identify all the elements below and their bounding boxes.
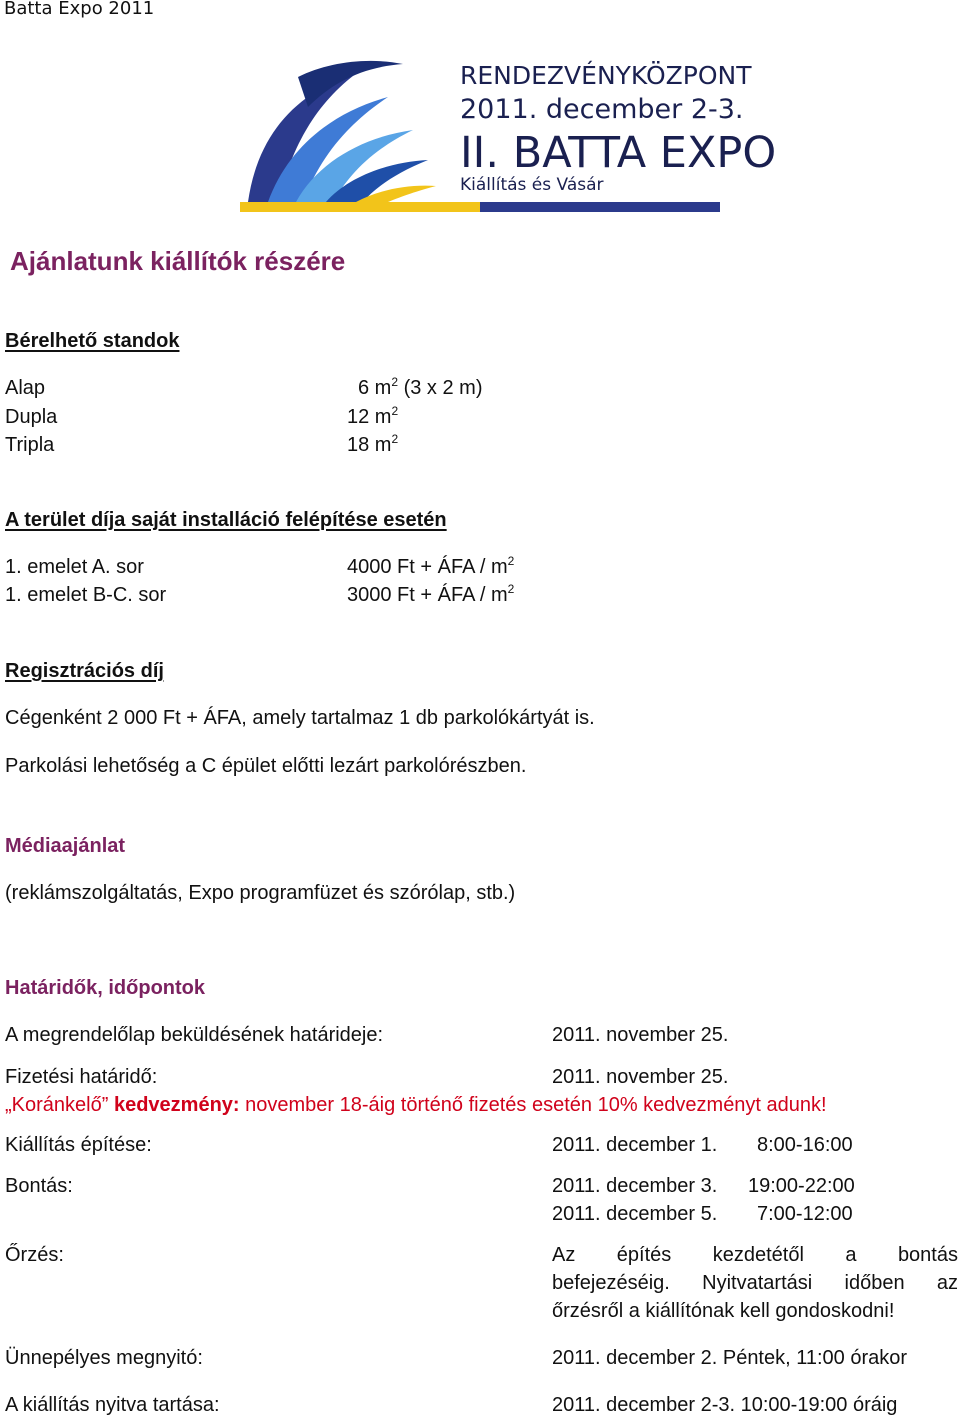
orzes-line-1: Az építés kezdetétől a bontás [552,1244,958,1266]
standok-alap-value: 6 $m^2$ (3 x 2 m) [358,375,483,399]
media-text: (reklámszolgáltatás, Expo programfüzet és szórólap, stb.) [5,882,516,904]
standok-tripla-value: 18 $m^2$ [347,432,399,456]
kedvezmeny-note: „Koránkelő” kedvezmény: november 18-áig történő fizetés esetén 10% kedvezményt adunk! [5,1094,827,1116]
epites-date: 2011. december 1. [552,1134,718,1156]
media-heading: Médiaajánlat [5,835,126,857]
epites-time: 8:00-16:00 [757,1134,853,1156]
megnyito-value: 2011. december 2. Péntek, 11:00 órakor [552,1347,908,1369]
batta-expo-logo [238,52,777,214]
logo-swirl-graphic [248,61,436,202]
bontas-label: Bontás: [5,1175,73,1197]
logo-line-4: Kiállítás és Vásár [460,175,604,195]
regisztracio-heading: Regisztrációs díj [5,660,164,682]
standok-tripla-label: Tripla [5,434,55,456]
terulet-bc-value: 3000 Ft + ÁFA / $m^2$ [347,582,515,606]
megrendelo-label: A megrendelőlap beküldésének határideje: [5,1024,384,1046]
nyitva-value: 2011. december 2-3. 10:00-19:00 óráig [552,1394,898,1416]
terulet-a-value: 4000 Ft + ÁFA / $m^2$ [347,554,515,578]
nyitva-label: A kiállítás nyitva tartása: [5,1394,220,1416]
bontas-time-2: 7:00-12:00 [757,1203,853,1225]
bontas-date-2: 2011. december 5. [552,1203,718,1225]
page-header-title: Batta Expo 2011 [4,0,155,19]
logo-line-2: 2011. december 2-3. [460,94,744,125]
standok-dupla-value: 12 $m^2$ [347,404,399,428]
terulet-heading: A terület díja saját installáció felépítése esetén [5,509,447,531]
page-title: Ajánlatunk kiállítók részére [10,246,346,276]
terulet-a-label: 1. emelet A. sor [5,556,144,578]
regisztracio-line-1: Cégenként 2 000 Ft + ÁFA, amely tartalmaz 1 db parkolókártyát is. [5,707,595,729]
terulet-bc-label: 1. emelet B-C. sor [5,584,167,606]
logo-line-3: II. BATTA EXPO [460,128,777,178]
standok-dupla-label: Dupla [5,406,58,428]
hataridok-heading: Határidők, időpontok [5,977,205,999]
logo-line-1: RENDEZVÉNYKÖZPONT [460,61,752,90]
logo-bar-blue [480,202,720,212]
logo-bar-yellow [240,202,480,212]
standok-alap-label: Alap [5,377,46,399]
fizetes-label: Fizetési határidő: [5,1066,158,1088]
orzes-label: Őrzés: [5,1244,64,1266]
epites-label: Kiállítás építése: [5,1134,152,1156]
bontas-time-1: 19:00-22:00 [748,1175,855,1197]
bontas-date-1: 2011. december 3. [552,1175,718,1197]
standok-heading: Bérelhető standok [5,330,180,352]
megnyito-label: Ünnepélyes megnyitó: [5,1347,203,1369]
orzes-line-3: őrzésről a kiállítónak kell gondoskodni! [552,1300,895,1322]
orzes-line-2: befejezéséig. Nyitvatartási időben az [552,1272,958,1294]
fizetes-value: 2011. november 25. [552,1066,729,1088]
megrendelo-value: 2011. november 25. [552,1024,729,1046]
regisztracio-line-2: Parkolási lehetőség a C épület előtti lezárt parkolórészben. [5,755,527,777]
